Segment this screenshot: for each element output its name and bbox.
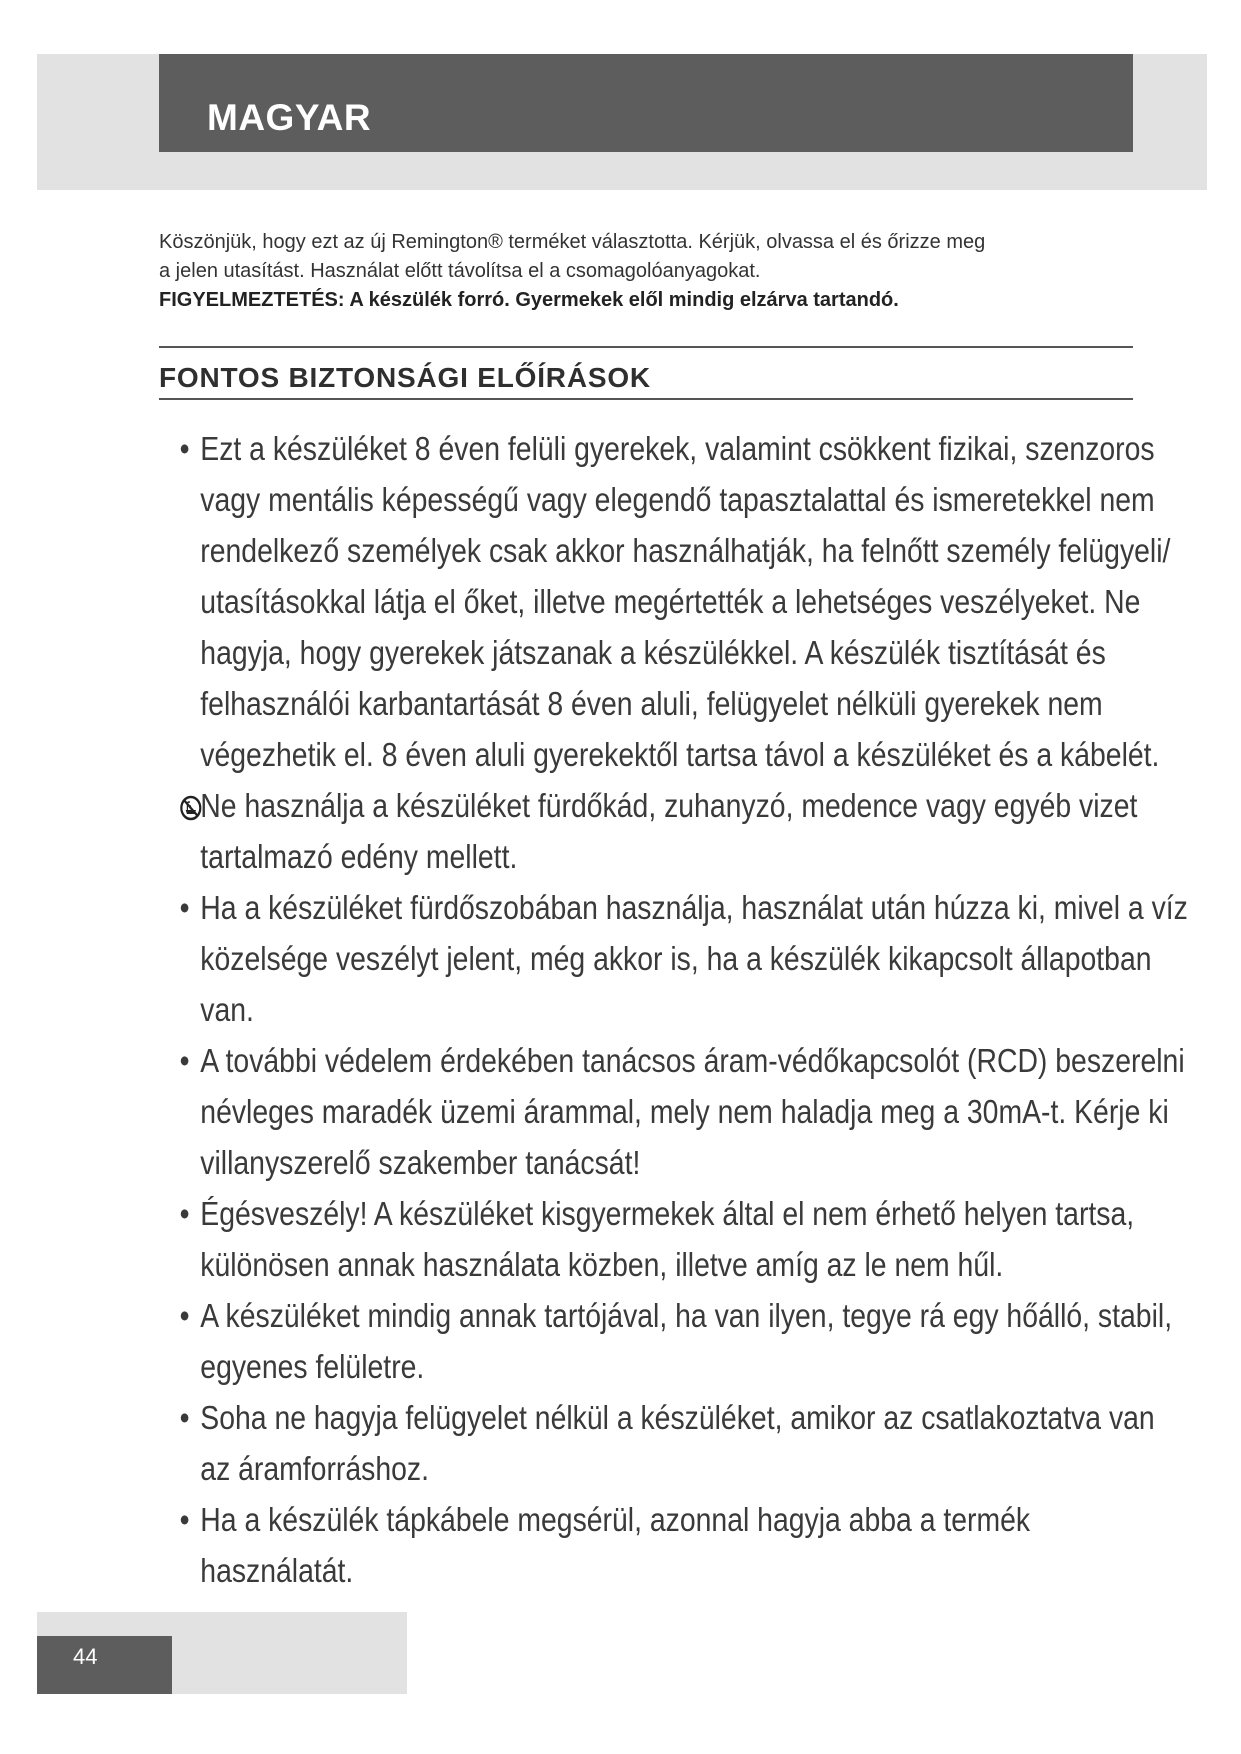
list-item-text: Soha ne hagyja felügyelet nélkül a készüléket, amikor az csatlakoztatva van az áramforráshoz. (200, 1399, 1155, 1487)
bullet-marker: • (179, 1501, 190, 1538)
safety-instructions-list (159, 423, 1188, 1596)
list-item (159, 423, 1189, 780)
list-item (159, 1392, 1189, 1494)
no-bath-icon (180, 784, 201, 814)
list-item-text: Ezt a készüléket 8 éven felüli gyerekek, valamint csökkent fizikai, szenzoros vagy mentális képességű vagy elegendő tapasztalattal és ismeretekkel nem rendelkező személyek csak akkor használhatják, ha felnőtt személy felügyeli/ utasításokkal látja el őket, illetve megértették a lehetséges veszélyeket. Ne hagyja, hogy gyerekek játszanak a készülékkel. A készülék tisztítását és felhasználói karbantartását 8 éven aluli, felügyelet nélküli gyerekek nem végezhetik el. 8 éven aluli gyerekektől tartsa távol a készüléket és a kábelét. (200, 430, 1171, 773)
list-item-text: Ne használja a készüléket fürdőkád, zuhanyzó, medence vagy egyéb vizet tartalmazó edény mellett. (200, 787, 1138, 875)
bullet-marker: • (179, 1297, 190, 1334)
section-top-rule (159, 346, 1133, 348)
list-item (159, 1494, 1189, 1596)
list-item (159, 1290, 1189, 1392)
intro-text (159, 228, 1139, 315)
list-item (159, 780, 1189, 882)
bullet-marker: • (179, 1399, 190, 1436)
list-item (159, 882, 1189, 1035)
bullet-marker: • (179, 1195, 190, 1232)
footer-page-box (37, 1636, 172, 1694)
list-item-text: Ha a készülék tápkábele megsérül, azonnal hagyja abba a termék használatát. (200, 1501, 1031, 1589)
list-item-text: Ha a készüléket fürdőszobában használja, használat után húzza ki, mivel a víz közelsége veszélyt jelent, még akkor is, ha a készülék kikapcsolt állapotban van. (200, 889, 1188, 1028)
list-item (159, 1188, 1189, 1290)
section-bottom-rule (159, 398, 1133, 400)
bullet-marker: • (179, 889, 190, 926)
list-item-text: Égésveszély! A készüléket kisgyermekek által el nem érhető helyen tartsa, különösen annak használata közben, illetve amíg az le nem hűl. (200, 1195, 1135, 1283)
list-item-text: A további védelem érdekében tanácsos áram-védőkapcsolót (RCD) beszerelni névleges maradék üzemi árammal, mely nem haladja meg a 30mA-t. Kérje ki villanyszerelő szakember tanácsát! (200, 1042, 1185, 1181)
intro-line-1: Köszönjük, hogy ezt az új Remington® terméket választotta. Kérjük, olvassa el és őrizze meg (159, 231, 986, 253)
list-item (159, 1035, 1189, 1188)
list-item-text: A készüléket mindig annak tartójával, ha van ilyen, tegye rá egy hőálló, stabil, egyenes felületre. (200, 1297, 1173, 1385)
section-title: FONTOS BIZTONSÁGI ELŐÍRÁSOK (159, 362, 651, 393)
page-number: 44 (73, 1644, 98, 1669)
intro-line-2: a jelen utasítást. Használat előtt távolítsa el a csomagolóanyagokat. (159, 260, 761, 282)
language-title: MAGYAR (207, 97, 372, 138)
warning-text: FIGYELMEZTETÉS: A készülék forró. Gyermekek elől mindig elzárva tartandó. (159, 289, 899, 311)
bullet-marker: • (179, 1042, 190, 1079)
bullet-marker: • (179, 430, 190, 467)
